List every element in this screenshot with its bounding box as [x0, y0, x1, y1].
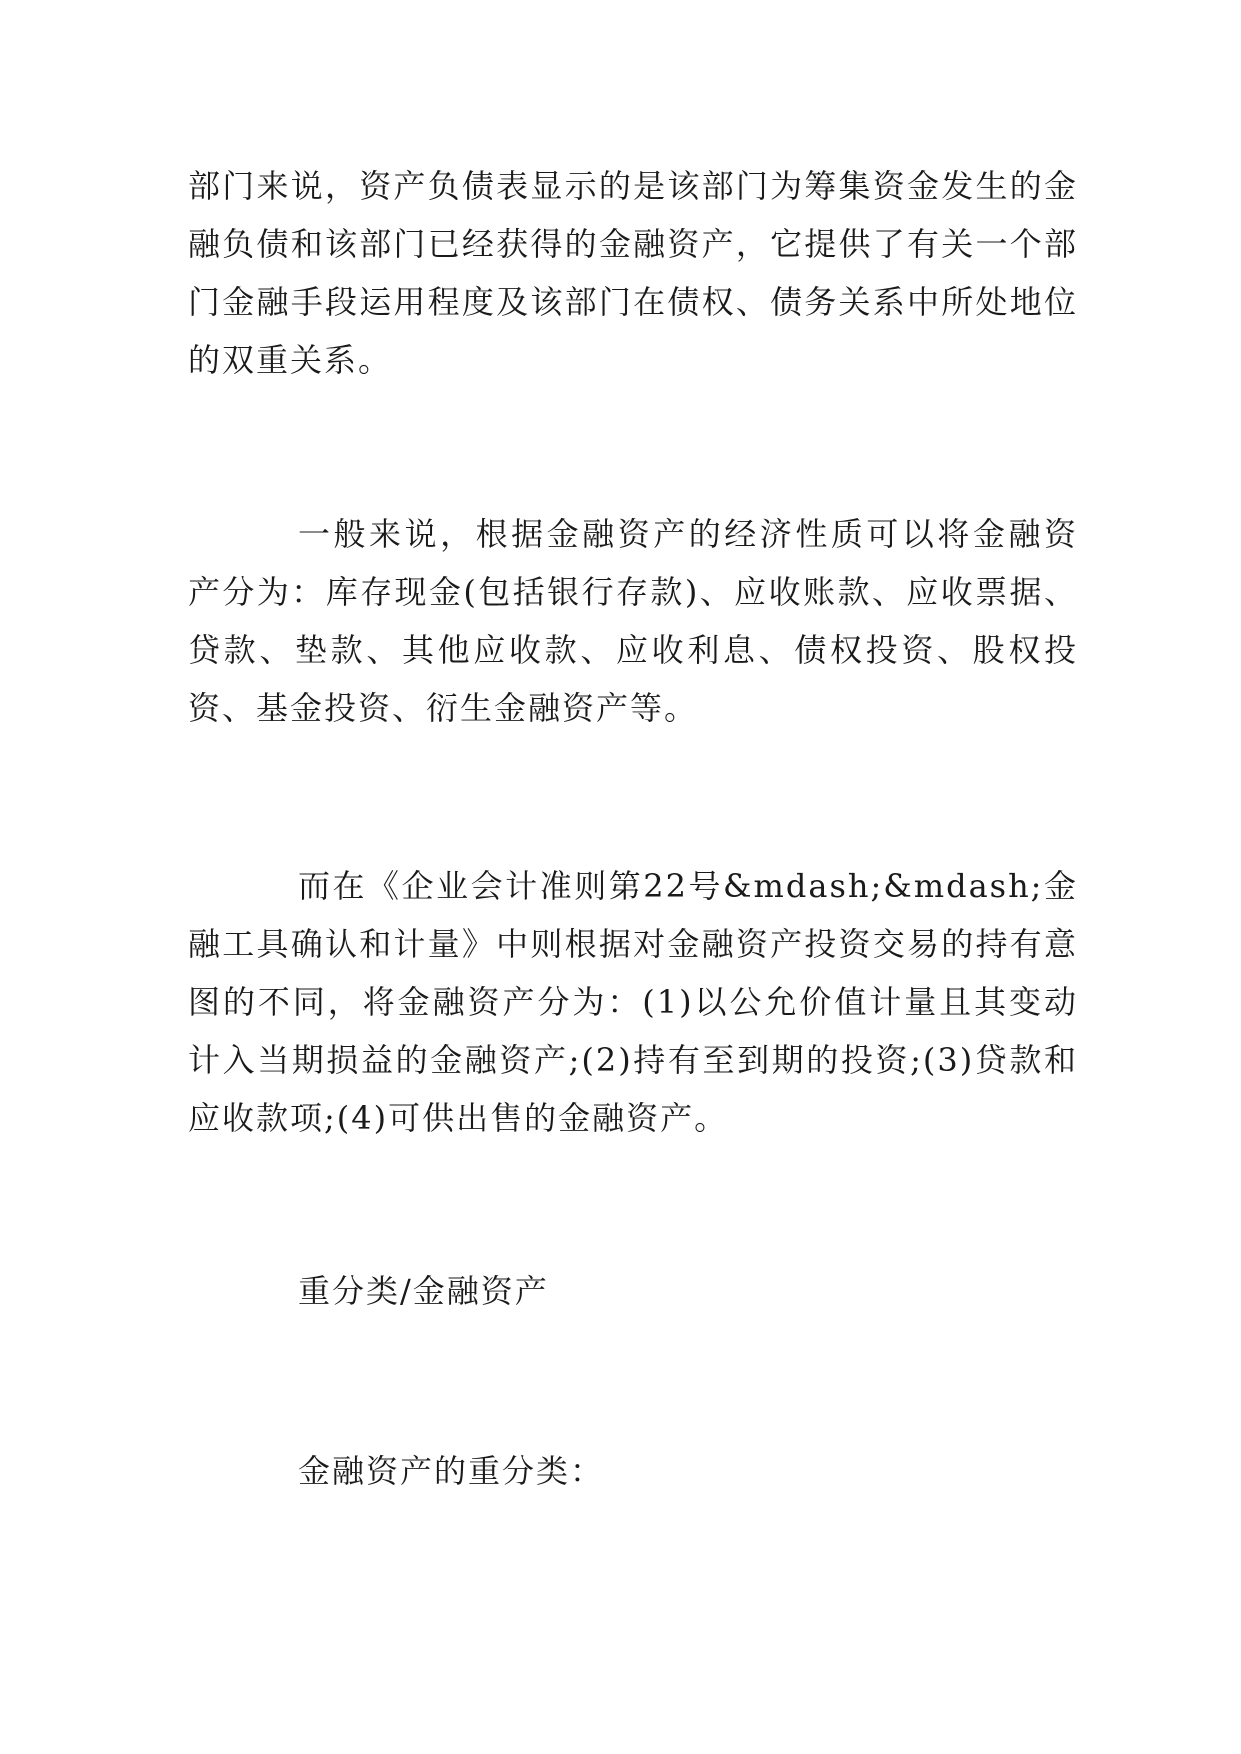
section-heading-reclassification: 重分类/金融资产 [298, 1272, 549, 1310]
paragraph-balance-sheet: 部门来说，资产负债表显示的是该部门为筹集资金发生的金融负债和该部门已经获得的金融资产，它提供了有关一个部门金融手段运用程度及该部门在债权、债务关系中所处地位的双重关系。 [188, 167, 1078, 379]
paragraph-asset-classification: 一般来说，根据金融资产的经济性质可以将金融资产分为：库存现金(包括银行存款)、应收账款、应收票据、贷款、垫款、其他应收款、应收利息、债权投资、股权投资、基金投资、衍生金融资产等。 [188, 515, 1078, 727]
section-heading-reclassification-of-assets: 金融资产的重分类： [298, 1452, 605, 1490]
paragraph-accounting-standard: 而在《企业会计准则第22号&mdash;&mdash;金融工具确认和计量》中则根据对金融资产投资交易的持有意图的不同，将金融资产分为：(1)以公允价值计量且其变动计入当期损益的金融资产;(2)持有至到期的投资;(3)贷款和应收款项;(4)可供出售的金融资产。 [188, 867, 1078, 1137]
